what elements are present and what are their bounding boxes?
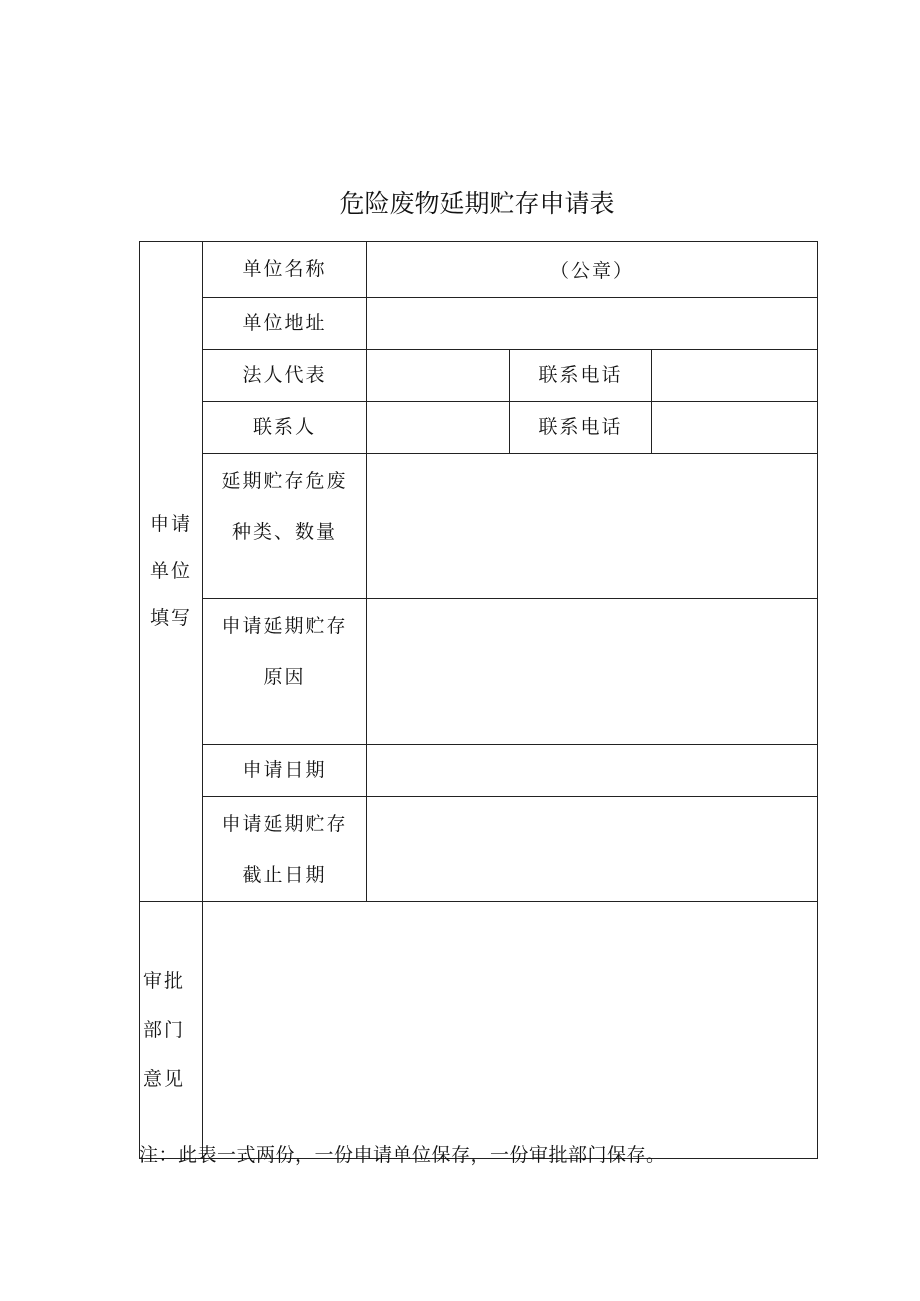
row-approval [140,902,818,1159]
apply-date-field[interactable] [367,745,818,797]
unit-name-field[interactable] [367,242,818,298]
form-title: 危险废物延期贮存申请表 [339,189,615,218]
waste-type-label-line1: 延期贮存危废 [221,470,348,492]
reason-label-line1: 申请延期贮存 [221,615,348,637]
apply-date-label: 申请日期 [203,745,367,797]
approval-opinion-field[interactable] [203,902,818,1159]
deadline-label-line2: 截止日期 [242,864,327,886]
footnote: 注：此表一式两份，一份申请单位保存，一份审批部门保存。 [139,1144,666,1166]
deadline-label-line1: 申请延期贮存 [221,813,348,835]
deadline-label [203,797,367,902]
section-approval-label-line2: 部门 [143,1018,186,1041]
legal-rep-field[interactable] [367,350,510,402]
row-legal-rep [140,350,818,402]
section-applicant-label-line1: 申请 [149,513,192,535]
contact-field[interactable] [367,402,510,454]
reason-label [203,599,367,745]
phone-label-1: 联系电话 [510,350,652,402]
row-contact [140,402,818,454]
unit-address-field[interactable] [367,298,818,350]
section-applicant-label-line2: 单位 [149,560,192,582]
seal-hint: （公章） [550,260,635,282]
contact-label: 联系人 [203,402,367,454]
waste-type-label-line2: 种类、数量 [231,521,337,543]
row-unit-name [140,242,818,298]
phone-label-2: 联系电话 [510,402,652,454]
unit-address-label: 单位地址 [203,298,367,350]
row-waste-type [140,454,818,599]
application-form-table [139,241,818,1159]
row-reason [140,599,818,745]
row-unit-address [140,298,818,350]
reason-label-line2: 原因 [263,666,306,688]
section-applicant-label-line3: 填写 [149,607,192,629]
deadline-field[interactable] [367,797,818,902]
phone-field-1[interactable] [652,350,818,402]
unit-name-label: 单位名称 [203,242,367,298]
section-applicant-label [140,242,203,902]
reason-field[interactable] [367,599,818,745]
section-approval-label-line1: 审批 [143,969,186,992]
row-apply-date [140,745,818,797]
section-approval-label-line3: 意见 [143,1067,186,1090]
row-deadline [140,797,818,902]
legal-rep-label: 法人代表 [203,350,367,402]
waste-type-label [203,454,367,599]
phone-field-2[interactable] [652,402,818,454]
section-approval-label [140,902,203,1159]
waste-type-field[interactable] [367,454,818,599]
